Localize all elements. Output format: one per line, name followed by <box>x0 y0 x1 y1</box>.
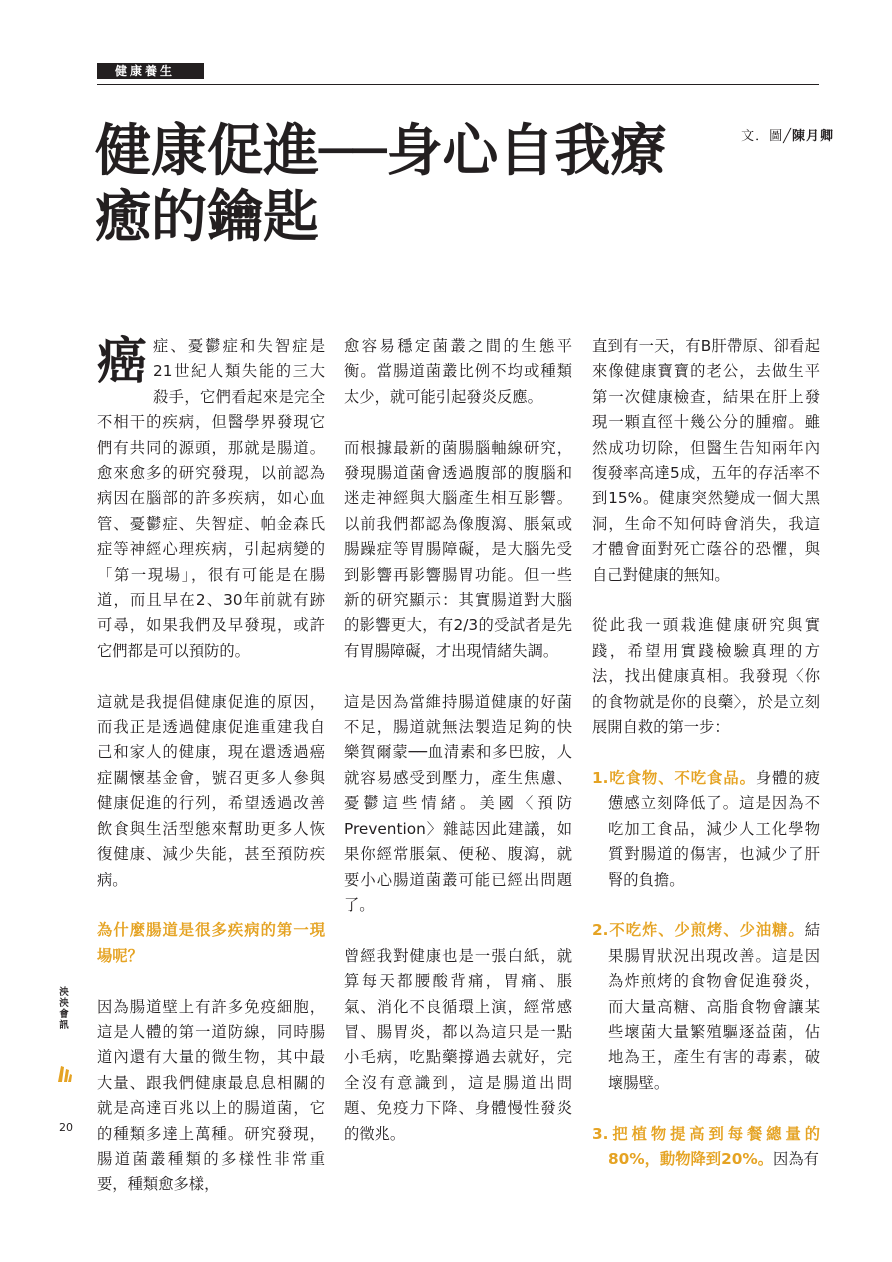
paragraph: 這就是我提倡健康促進的原因，而我正是透過健康促進重建我自己和家人的健康，現在還透過癌症關懷基金會，號召更多人參與健康促進的行列，希望透過改善飲食與生活型態來幫助更多人恢復健康、減少失能，甚至預防疾病。 <box>97 692 325 889</box>
page-number: 20 <box>59 1121 73 1134</box>
column-1 <box>97 331 325 1223</box>
paragraph: 直到有一天，有B肝帶原、卻看起來像健康寶寶的老公，去做生平第一次健康檢查，結果在肝上發現一顆直徑十幾公分的腫瘤。雖然成功切除，但醫生告知兩年內復發率高達5成，五年的存活率不到15%。健康突然變成一個大黑洞，生命不知何時會消失，我這才體會面對死亡蔭谷的恐懼，與自己對健康的無知。 <box>592 337 820 584</box>
publication-logo-icon <box>56 1063 72 1088</box>
paragraph-text: 症、憂鬱症和失智症是21世紀人類失能的三大殺手，它們看起來是完全不相干的疾病，但醫學界發現它們有共同的源頭，那就是腸道。愈來愈多的研究發現，以前認為病因在腦部的許多疾病，如心血管、憂鬱症、失智症、帕金森氏症等神經心理疾病，引起病變的「第一現場」，很有可能是在腸道，而且早在2、30年前就有跡可尋，如果我們及早發現，或許它們都是可以預防的。 <box>97 337 325 660</box>
paragraph: 因為腸道壁上有許多免疫細胞，這是人體的第一道防線，同時腸道內還有大量的微生物，其中最大量、跟我們健康最息息相關的就是高達百兆以上的腸道菌，它的種類多達上萬種。研究發現，腸道菌叢種類的多樣性非常重要，種類愈多樣， <box>97 997 325 1194</box>
paragraph <box>97 331 325 664</box>
drop-cap: 癌 <box>97 331 147 390</box>
paragraph: 從此我一頭栽進健康研究與實踐，希望用實踐檢驗真理的方法，找出健康真相。我發現〈你的食物就是你的良藥〉，於是立刻展開自救的第一步： <box>592 616 820 737</box>
publication-mark: 泱泱會訊 <box>59 987 69 1031</box>
list-item-heading: 1.吃食物、不吃食品。 <box>592 768 756 787</box>
list-item-heading: 2.不吃炸、少煎烤、少油糖。 <box>592 921 805 940</box>
list-item <box>592 1122 820 1173</box>
byline <box>741 125 834 144</box>
author-name: 陳月卿 <box>791 129 834 144</box>
list-item <box>592 918 820 1096</box>
subheading: 為什麼腸道是很多疾病的第一現場呢？ <box>97 921 325 965</box>
list-item-text: 因為有 <box>773 1149 819 1168</box>
list-item-heading: 3.把植物提高到每餐總量的80%，動物降到20%。 <box>592 1124 820 1168</box>
byline-prefix: 文．圖╱ <box>741 129 792 144</box>
list-item-text: 結果腸胃狀況出現改善。這是因為炸煎烤的食物會促進發炎，而大量高糖、高脂食物會讓某些壞菌大量繁殖驅逐益菌，佔地為王，產生有害的毒素，破壞腸壁。 <box>608 921 820 1092</box>
section-divider <box>97 84 819 85</box>
paragraph: 這是因為當維持腸道健康的好菌不足，腸道就無法製造足夠的快樂賀爾蒙──血清素和多巴胺，人就容易感受到壓力，產生焦慮、憂鬱這些情緒。美國〈預防Prevention〉雜誌因此建議，如果你經常脹氣、便秘、腹瀉，就要小心腸道菌叢可能已經出問題了。 <box>344 692 572 914</box>
paragraph: 曾經我對健康也是一張白紙，就算每天都腰酸背痛，胃痛、脹氣、消化不良循環上演，經常感冒、腸胃炎，都以為這只是一點小毛病，吃點藥撐過去就好，完全沒有意識到，這是腸道出問題、免疫力下降、身體慢性發炎的徵兆。 <box>344 946 572 1143</box>
section-tag: 健康養生 <box>97 63 204 79</box>
column-2 <box>344 334 572 1172</box>
column-3 <box>592 334 820 1198</box>
list-item-text: 身體的疲憊感立刻降低了。這是因為不吃加工食品，減少人工化學物質對腸道的傷害，也減少了肝腎的負擔。 <box>608 768 820 889</box>
paragraph: 而根據最新的菌腸腦軸線研究，發現腸道菌會透過腹部的腹腦和迷走神經與大腦產生相互影響。以前我們都認為像腹瀉、脹氣或腸躁症等胃腸障礙，是大腦先受到影響再影響腸胃功能。但一些新的研究顯示：其實腸道對大腦的影響更大，有2/3的受試者是先有胃腸障礙，才出現情緒失調。 <box>344 438 572 660</box>
article-title: 健康促進──身心自我療癒的鑰匙 <box>95 118 667 250</box>
list-item <box>592 766 820 893</box>
paragraph: 愈容易穩定菌叢之間的生態平衡。當腸道菌叢比例不均或種類太少，就可能引起發炎反應。 <box>344 337 572 406</box>
